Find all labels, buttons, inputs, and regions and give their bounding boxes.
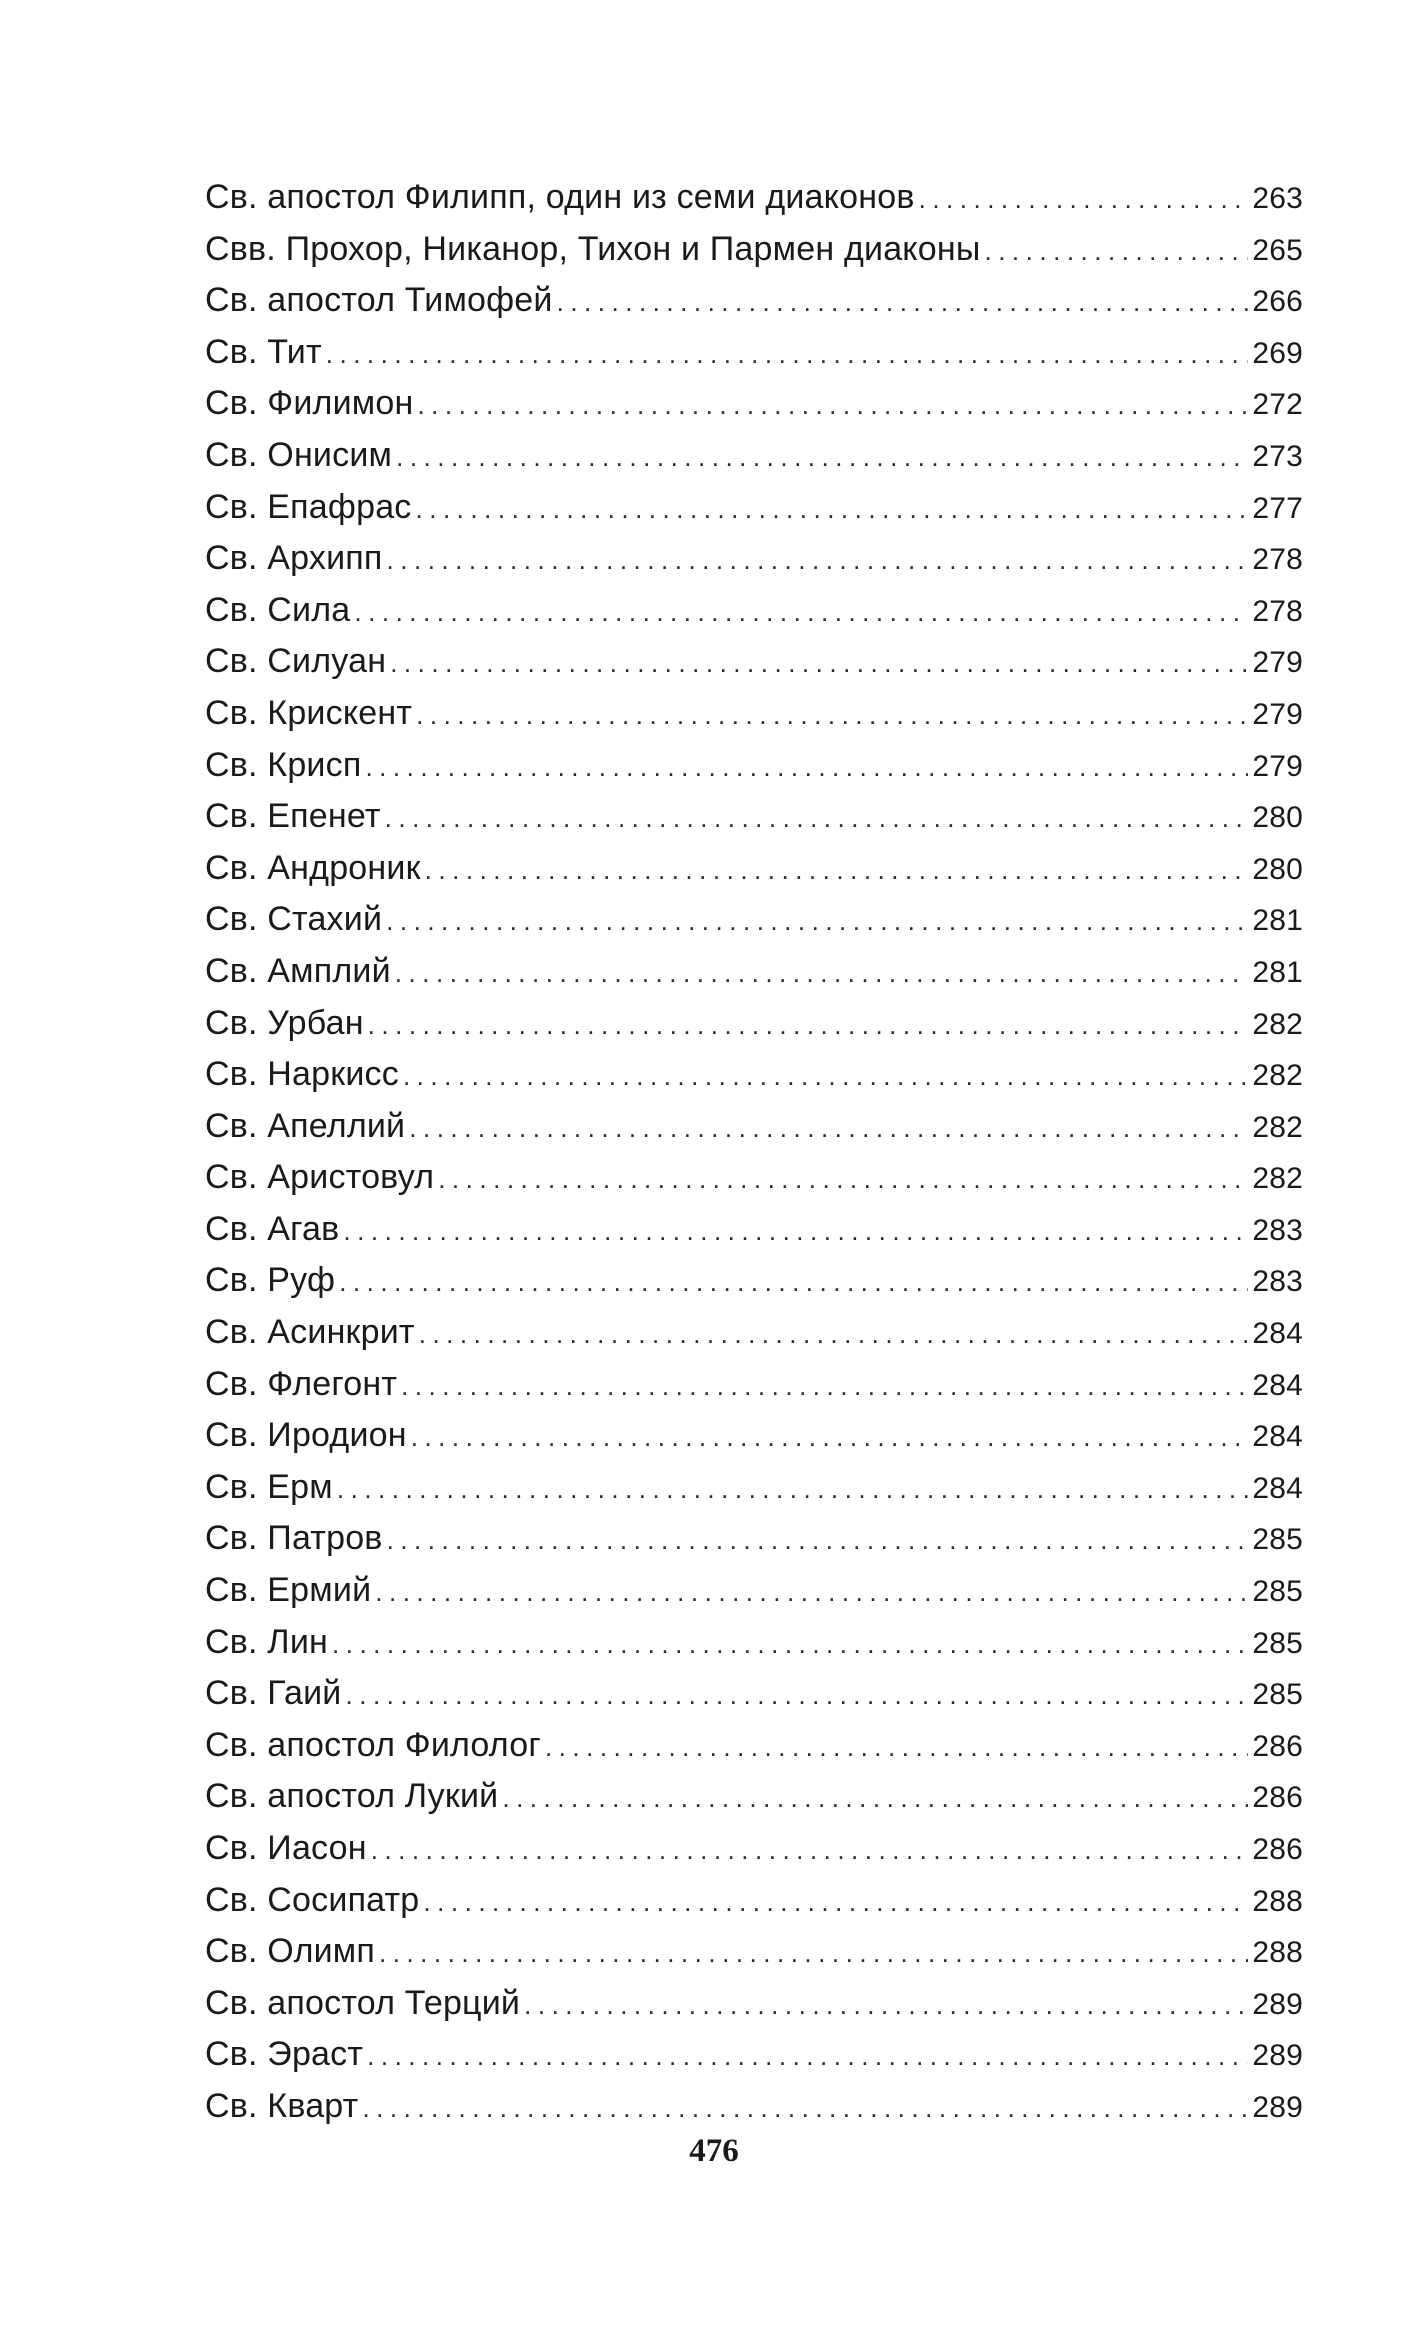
toc-entry — [205, 1823, 1303, 1875]
toc-entry-title: Св. Филимон — [205, 384, 414, 423]
dot-leader — [557, 277, 1249, 329]
toc-entry-title: Св. Гаий — [205, 1674, 342, 1713]
toc-entry-title: Св. Амплий — [205, 951, 391, 990]
toc-entry-title: Св. Лин — [205, 1622, 328, 1661]
toc-entry — [205, 791, 1303, 843]
dot-leader — [390, 638, 1248, 690]
toc-entry-title: Св. Патров — [205, 1519, 383, 1558]
toc-entry — [205, 843, 1303, 895]
dot-leader — [423, 1877, 1248, 1929]
dot-leader — [984, 226, 1248, 278]
toc-entry-page: 285 — [1252, 1678, 1303, 1712]
toc-entry-title: Св. апостол Терций — [205, 1983, 521, 2022]
dot-leader — [396, 432, 1248, 484]
toc-entry — [205, 172, 1303, 224]
dot-leader — [385, 793, 1249, 845]
toc-entry-page: 282 — [1252, 1059, 1303, 1093]
dot-leader — [343, 1206, 1248, 1258]
toc-entry-page: 286 — [1252, 1833, 1303, 1866]
toc-entry-title: Св. Асинкрит — [205, 1313, 415, 1352]
toc-entry-title: Св. Руф — [205, 1261, 336, 1300]
toc-entry-page: 278 — [1252, 543, 1303, 577]
toc-entry-page: 280 — [1252, 852, 1303, 886]
toc-entry-page: 263 — [1252, 182, 1303, 215]
dot-leader — [411, 1412, 1249, 1464]
toc-entry-page: 282 — [1252, 1162, 1303, 1196]
toc-entry-page: 281 — [1252, 955, 1303, 989]
dot-leader — [375, 1567, 1248, 1619]
toc-entry — [205, 224, 1303, 276]
toc-entry — [205, 2081, 1303, 2133]
toc-entry-title: Св. Иродион — [205, 1416, 407, 1455]
toc-entry — [205, 430, 1303, 482]
dot-leader — [425, 845, 1249, 897]
toc-entry-page: 289 — [1252, 1987, 1303, 2021]
dot-leader — [354, 587, 1248, 639]
toc-entry — [205, 275, 1303, 327]
toc-entry — [205, 1152, 1303, 1204]
toc-entry — [205, 2029, 1303, 2081]
toc-entry-title: Св. Андроник — [205, 848, 421, 887]
toc-entry-page: 279 — [1252, 646, 1303, 680]
dot-leader — [371, 1825, 1249, 1877]
toc-entry-page: 266 — [1252, 285, 1303, 319]
toc-entry — [205, 1462, 1303, 1514]
toc-entry-title: Св. Урбан — [205, 1003, 364, 1042]
toc-entry — [205, 1668, 1303, 1720]
toc-entry-title: Св. Ермий — [205, 1571, 372, 1610]
toc-entry-page: 285 — [1252, 1523, 1303, 1557]
dot-leader — [438, 1154, 1248, 1206]
dot-leader — [387, 535, 1249, 587]
toc-entry-page: 265 — [1252, 233, 1303, 267]
dot-leader — [332, 1619, 1248, 1671]
toc-entry — [205, 1875, 1303, 1927]
toc-entry-title: Св. Крискент — [205, 693, 413, 732]
toc-entry-title: Св. Онисим — [205, 435, 393, 474]
dot-leader — [395, 948, 1249, 1000]
toc-entry-page: 284 — [1252, 1317, 1303, 1351]
toc-entry-page: 285 — [1252, 1575, 1303, 1609]
toc-entry-page: 283 — [1252, 1213, 1303, 1247]
toc-entry-page: 289 — [1252, 2090, 1303, 2124]
dot-leader — [379, 1928, 1248, 1980]
toc-entry-page: 289 — [1252, 2039, 1303, 2073]
toc-entry-page: 282 — [1252, 1110, 1303, 1144]
toc-entry — [205, 482, 1303, 534]
toc-entry — [205, 1771, 1303, 1823]
dot-leader — [326, 329, 1249, 381]
dot-leader — [416, 484, 1249, 536]
dot-leader — [502, 1773, 1248, 1825]
toc-entry — [205, 1255, 1303, 1307]
toc-entry-title: Св. Кварт — [205, 2086, 359, 2125]
toc-entry-page: 284 — [1252, 1368, 1303, 1402]
toc-entry — [205, 1359, 1303, 1411]
toc-entry — [205, 740, 1303, 792]
toc-entry — [205, 533, 1303, 585]
dot-leader — [365, 742, 1248, 794]
toc-entry-page: 281 — [1252, 904, 1303, 938]
toc-entry-page: 273 — [1252, 439, 1303, 473]
toc-entry — [205, 327, 1303, 379]
toc-entry-page: 282 — [1252, 1007, 1303, 1041]
toc-entry-title: Св. апостол Филипп, один из семи диаконов — [205, 178, 915, 216]
toc-entry-title: Св. Ерм — [205, 1467, 333, 1506]
dot-leader — [367, 2031, 1248, 2083]
toc-entry-page: 285 — [1252, 1626, 1303, 1660]
toc-entry-title: Св. Флегонт — [205, 1364, 398, 1403]
toc-entry-title: Св. Архипп — [205, 539, 383, 578]
toc-entry-title: Св. Тит — [205, 332, 322, 371]
toc-entry — [205, 946, 1303, 998]
toc-entry-page: 288 — [1252, 1936, 1303, 1970]
toc-entry — [205, 998, 1303, 1050]
toc-entry-page: 269 — [1252, 336, 1303, 370]
toc-entry-page: 286 — [1252, 1729, 1303, 1763]
toc-entry-page: 272 — [1252, 388, 1303, 422]
dot-leader — [386, 896, 1248, 948]
toc-entry-title: Св. апостол Лукий — [205, 1777, 499, 1816]
toc-entry — [205, 1049, 1303, 1101]
dot-leader — [401, 1361, 1248, 1413]
toc-entry — [205, 585, 1303, 637]
toc-entry-title: Св. Сила — [205, 590, 351, 629]
toc-entry-page: 283 — [1252, 1265, 1303, 1299]
toc-entry-title: Свв. Прохор, Никанор, Тихон и Пармен диаконы — [205, 229, 981, 268]
dot-leader — [346, 1670, 1249, 1722]
toc-entry-title: Св. Олимп — [205, 1932, 375, 1971]
toc-entry — [205, 1978, 1303, 2030]
dot-leader — [362, 2083, 1248, 2135]
toc-entry-page: 279 — [1252, 749, 1303, 783]
toc-entry-title: Св. Иасон — [205, 1829, 367, 1867]
toc-entry — [205, 1617, 1303, 1669]
toc-entry — [205, 1513, 1303, 1565]
toc-entry-title: Св. апостол Филолог — [205, 1725, 541, 1764]
toc-entry-title: Св. Аристовул — [205, 1158, 435, 1197]
dot-leader — [387, 1515, 1249, 1567]
toc-entry-title: Св. Наркисс — [205, 1055, 399, 1094]
toc-entry — [205, 1101, 1303, 1153]
dot-leader — [409, 1103, 1248, 1155]
dot-leader — [339, 1257, 1248, 1309]
toc-entry — [205, 1720, 1303, 1772]
dot-leader — [337, 1464, 1248, 1516]
dot-leader — [368, 1000, 1249, 1052]
toc-entry-title: Св. Сосипатр — [205, 1880, 420, 1919]
dot-leader — [417, 380, 1248, 432]
toc-entry-page: 286 — [1252, 1781, 1303, 1815]
toc-entry-title: Св. Апеллий — [205, 1106, 406, 1145]
toc-entry — [205, 894, 1303, 946]
toc-entry-page: 277 — [1252, 491, 1303, 525]
toc-entry-title: Св. Стахий — [205, 900, 383, 939]
table-of-contents — [205, 172, 1303, 2133]
page-number: 476 — [689, 2133, 739, 2169]
dot-leader — [419, 1309, 1249, 1361]
toc-entry-page: 278 — [1252, 594, 1303, 628]
toc-entry-title: Св. Крисп — [205, 745, 362, 784]
dot-leader — [524, 1980, 1248, 2032]
toc-entry — [205, 1926, 1303, 1978]
toc-entry-title: Св. Силуан — [205, 642, 387, 681]
toc-entry-page: 284 — [1252, 1420, 1303, 1454]
toc-entry — [205, 636, 1303, 688]
toc-entry-title: Св. Епафрас — [205, 487, 412, 526]
dot-leader — [919, 174, 1249, 226]
toc-entry-page: 280 — [1252, 801, 1303, 835]
toc-entry — [205, 688, 1303, 740]
toc-entry-title: Св. апостол Тимофей — [205, 281, 553, 320]
toc-entry — [205, 1565, 1303, 1617]
toc-entry-title: Св. Епенет — [205, 797, 381, 836]
toc-entry-page: 284 — [1252, 1471, 1303, 1505]
toc-entry-title: Св. Эраст — [205, 2035, 364, 2074]
dot-leader — [545, 1722, 1248, 1774]
toc-entry-title: Св. Агав — [205, 1209, 340, 1248]
dot-leader — [416, 690, 1248, 742]
toc-entry — [205, 378, 1303, 430]
toc-entry — [205, 1204, 1303, 1256]
dot-leader — [403, 1051, 1248, 1103]
toc-entry-page: 288 — [1252, 1884, 1303, 1918]
toc-entry-page: 279 — [1252, 697, 1303, 731]
toc-entry — [205, 1307, 1303, 1359]
toc-entry — [205, 1410, 1303, 1462]
